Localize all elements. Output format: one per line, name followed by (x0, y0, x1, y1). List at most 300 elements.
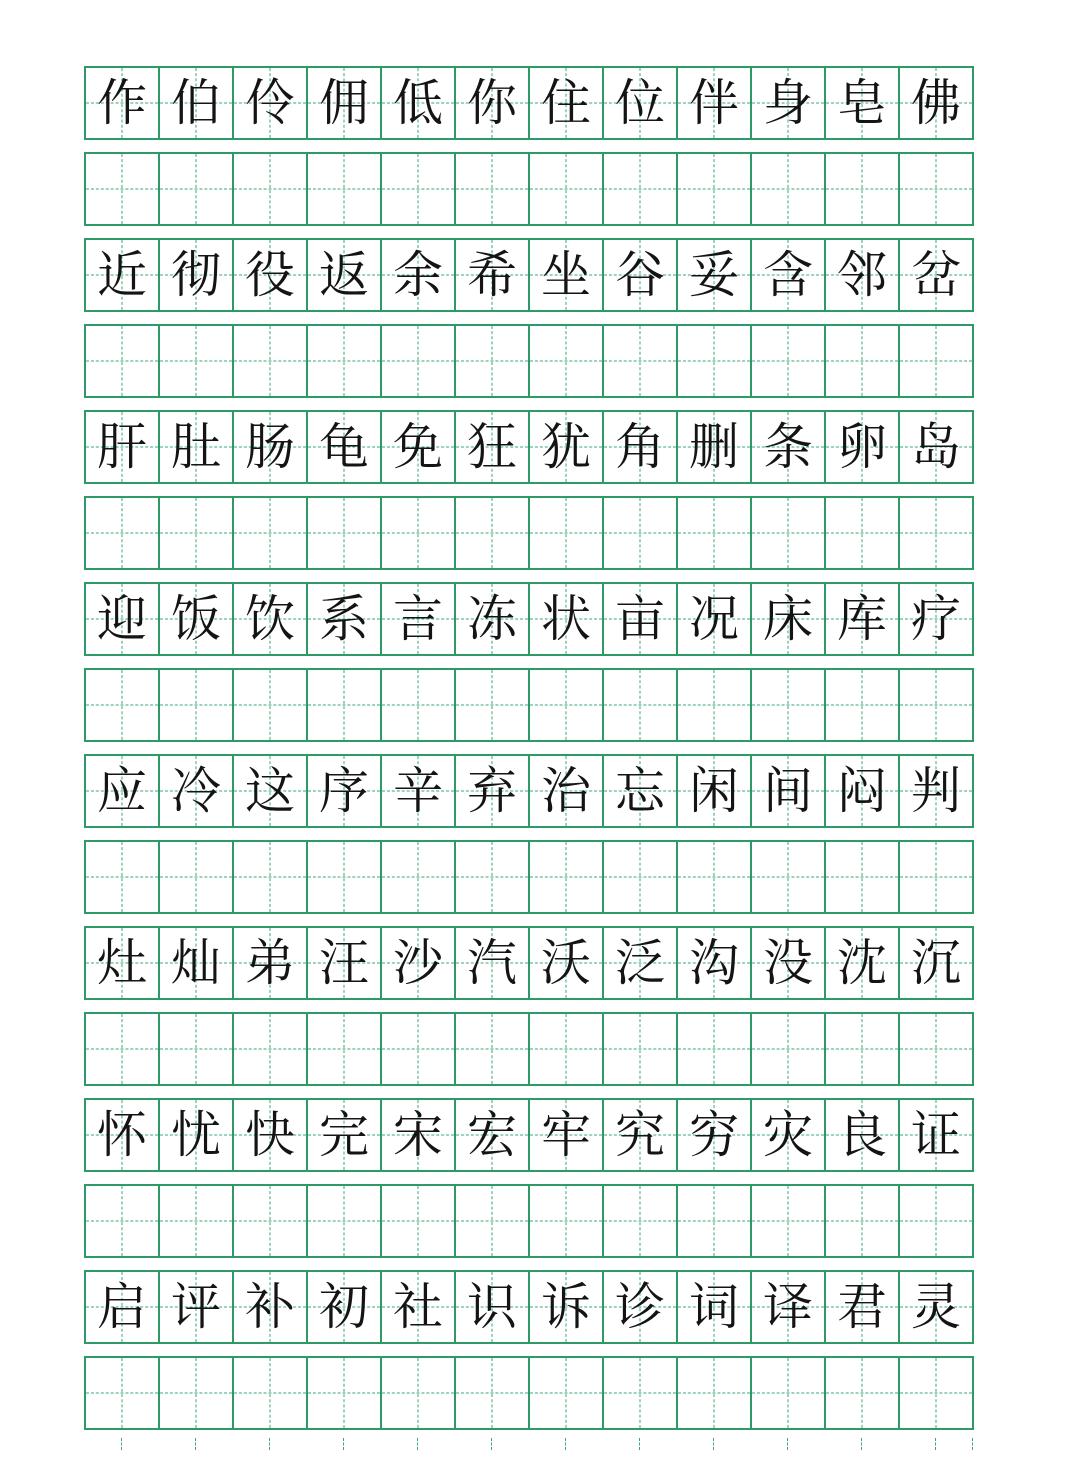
guide-tick (121, 1438, 122, 1450)
model-character: 饭 (171, 590, 221, 648)
practice-row (84, 1012, 996, 1086)
model-character: 没 (763, 934, 813, 992)
tian-grid-cell (158, 926, 234, 1000)
model-character: 皂 (837, 74, 887, 132)
tian-grid-cell (750, 410, 826, 484)
tian-grid-cell (158, 1098, 234, 1172)
practice-cell[interactable] (84, 1184, 160, 1258)
model-character: 位 (615, 74, 665, 132)
model-character: 汽 (467, 934, 517, 992)
tian-grid-cell (824, 1270, 900, 1344)
model-character: 序 (319, 762, 369, 820)
model-character: 希 (467, 246, 517, 304)
practice-row (84, 152, 996, 226)
tian-grid-cell (676, 1098, 752, 1172)
practice-cell[interactable] (158, 1012, 234, 1086)
model-character: 条 (763, 418, 813, 476)
tian-grid-cell (380, 926, 456, 1000)
model-character: 龟 (319, 418, 369, 476)
model-character: 启 (97, 1278, 147, 1336)
practice-cell[interactable] (898, 1012, 974, 1086)
tian-grid-cell (602, 238, 678, 312)
model-character: 怀 (97, 1106, 147, 1164)
practice-cell[interactable] (232, 152, 308, 226)
practice-cell[interactable] (84, 1356, 160, 1430)
practice-cell[interactable] (898, 152, 974, 226)
model-character: 灵 (911, 1278, 961, 1336)
practice-cell[interactable] (602, 1184, 678, 1258)
practice-cell[interactable] (380, 1184, 456, 1258)
tian-grid-cell (232, 926, 308, 1000)
character-row (84, 66, 996, 140)
practice-cell[interactable] (528, 496, 604, 570)
model-character: 低 (393, 74, 443, 132)
practice-cell[interactable] (232, 1356, 308, 1430)
tian-grid-cell (380, 66, 456, 140)
character-row (84, 754, 996, 828)
character-row (84, 926, 996, 1000)
practice-cell[interactable] (306, 324, 382, 398)
tian-grid-cell (824, 754, 900, 828)
model-character: 住 (541, 74, 591, 132)
practice-cell[interactable] (528, 840, 604, 914)
practice-cell[interactable] (676, 1356, 752, 1430)
tian-grid-cell (306, 926, 382, 1000)
model-character: 初 (319, 1278, 369, 1336)
practice-cell[interactable] (602, 840, 678, 914)
model-character: 泛 (615, 934, 665, 992)
model-character: 迎 (97, 590, 147, 648)
tian-grid-cell (750, 238, 826, 312)
tian-grid-cell (84, 926, 160, 1000)
guide-tick (565, 1438, 566, 1450)
tian-grid-cell (158, 410, 234, 484)
character-row (84, 238, 996, 312)
practice-cell[interactable] (898, 496, 974, 570)
character-row (84, 410, 996, 484)
practice-cell[interactable] (898, 1184, 974, 1258)
tian-grid-cell (84, 410, 160, 484)
practice-cell[interactable] (898, 668, 974, 742)
model-character: 治 (541, 762, 591, 820)
practice-cell[interactable] (84, 152, 160, 226)
tian-grid-cell (232, 582, 308, 656)
guide-tick (639, 1438, 640, 1450)
practice-cell[interactable] (380, 496, 456, 570)
practice-cell[interactable] (676, 324, 752, 398)
tian-grid-cell (158, 754, 234, 828)
model-character: 卵 (837, 418, 887, 476)
tian-grid-cell (454, 754, 530, 828)
model-character: 系 (319, 590, 369, 648)
practice-row (84, 1356, 996, 1430)
model-character: 识 (467, 1278, 517, 1336)
tian-grid-cell (898, 238, 974, 312)
model-character: 近 (97, 246, 147, 304)
tian-grid-cell (824, 66, 900, 140)
tian-grid-cell (602, 754, 678, 828)
tian-grid-cell (676, 410, 752, 484)
practice-cell[interactable] (824, 324, 900, 398)
tian-grid-cell (898, 1270, 974, 1344)
tian-grid-cell (602, 410, 678, 484)
tian-grid-cell (750, 1098, 826, 1172)
practice-cell[interactable] (232, 324, 308, 398)
model-character: 犹 (541, 418, 591, 476)
model-character: 应 (97, 762, 147, 820)
model-character: 免 (393, 418, 443, 476)
model-character: 君 (837, 1278, 887, 1336)
practice-row (84, 496, 996, 570)
practice-cell[interactable] (602, 152, 678, 226)
practice-cell[interactable] (306, 496, 382, 570)
practice-cell[interactable] (824, 1356, 900, 1430)
practice-cell[interactable] (380, 668, 456, 742)
tian-grid-cell (454, 66, 530, 140)
tian-grid-cell (824, 238, 900, 312)
tian-grid-cell (898, 1098, 974, 1172)
tian-grid-cell (454, 238, 530, 312)
tian-grid-cell (824, 410, 900, 484)
guide-tick (861, 1438, 862, 1450)
practice-cell[interactable] (306, 152, 382, 226)
model-character: 灶 (97, 934, 147, 992)
model-character: 证 (911, 1106, 961, 1164)
practice-cell[interactable] (306, 1012, 382, 1086)
practice-cell[interactable] (84, 324, 160, 398)
practice-cell[interactable] (158, 840, 234, 914)
tian-grid-cell (306, 1270, 382, 1344)
model-character: 忘 (615, 762, 665, 820)
tian-grid-cell (84, 238, 160, 312)
practice-cell[interactable] (750, 324, 826, 398)
practice-cell[interactable] (380, 324, 456, 398)
tian-grid-cell (232, 238, 308, 312)
practice-cell[interactable] (306, 668, 382, 742)
tian-grid-cell (676, 926, 752, 1000)
practice-cell[interactable] (602, 1012, 678, 1086)
tian-grid-cell (454, 1098, 530, 1172)
practice-cell[interactable] (84, 668, 160, 742)
tian-grid-cell (454, 410, 530, 484)
tian-grid-cell (750, 1270, 826, 1344)
tian-grid-cell (84, 1270, 160, 1344)
practice-cell[interactable] (454, 1184, 530, 1258)
tian-grid-cell (380, 754, 456, 828)
guide-tick (713, 1438, 714, 1450)
practice-cell[interactable] (158, 1184, 234, 1258)
model-character: 佣 (319, 74, 369, 132)
model-character: 况 (689, 590, 739, 648)
practice-cell[interactable] (306, 1356, 382, 1430)
practice-cell[interactable] (84, 1012, 160, 1086)
model-character: 诊 (615, 1278, 665, 1336)
model-character: 疗 (911, 590, 961, 648)
practice-row (84, 668, 996, 742)
tian-grid-cell (380, 1270, 456, 1344)
model-character: 役 (245, 246, 295, 304)
practice-cell[interactable] (676, 668, 752, 742)
tian-grid-cell (306, 410, 382, 484)
practice-cell[interactable] (824, 1184, 900, 1258)
practice-cell[interactable] (528, 324, 604, 398)
practice-cell[interactable] (824, 496, 900, 570)
tian-grid-cell (528, 582, 604, 656)
model-character: 你 (467, 74, 517, 132)
practice-cell[interactable] (158, 324, 234, 398)
tian-grid-cell (84, 754, 160, 828)
practice-cell[interactable] (232, 496, 308, 570)
practice-row (84, 840, 996, 914)
model-character: 良 (837, 1106, 887, 1164)
model-character: 伴 (689, 74, 739, 132)
practice-row (84, 324, 996, 398)
model-character: 沉 (911, 934, 961, 992)
practice-cell[interactable] (380, 152, 456, 226)
practice-cell[interactable] (454, 1356, 530, 1430)
practice-cell[interactable] (380, 840, 456, 914)
practice-cell[interactable] (824, 668, 900, 742)
tian-grid-cell (380, 410, 456, 484)
tian-grid-cell (602, 926, 678, 1000)
practice-cell[interactable] (750, 840, 826, 914)
tian-grid-cell (750, 754, 826, 828)
practice-cell[interactable] (528, 152, 604, 226)
practice-cell[interactable] (158, 668, 234, 742)
practice-cell[interactable] (380, 1356, 456, 1430)
tian-grid-cell (232, 754, 308, 828)
tian-grid-cell (158, 582, 234, 656)
tian-grid-cell (898, 410, 974, 484)
practice-cell[interactable] (454, 324, 530, 398)
model-character: 岔 (911, 246, 961, 304)
model-character: 库 (837, 590, 887, 648)
tian-grid-cell (528, 926, 604, 1000)
model-character: 究 (615, 1106, 665, 1164)
model-character: 身 (763, 74, 813, 132)
tian-grid-cell (676, 1270, 752, 1344)
model-character: 宋 (393, 1106, 443, 1164)
model-character: 坐 (541, 246, 591, 304)
model-character: 这 (245, 762, 295, 820)
tian-grid-cell (158, 66, 234, 140)
tian-grid-cell (750, 926, 826, 1000)
practice-cell[interactable] (676, 1184, 752, 1258)
tian-grid-cell (84, 582, 160, 656)
model-character: 狂 (467, 418, 517, 476)
practice-cell[interactable] (454, 840, 530, 914)
model-character: 谷 (615, 246, 665, 304)
practice-cell[interactable] (454, 152, 530, 226)
tian-grid-cell (602, 1270, 678, 1344)
tian-grid-cell (676, 754, 752, 828)
practice-cell[interactable] (750, 1356, 826, 1430)
practice-cell[interactable] (676, 152, 752, 226)
model-character: 亩 (615, 590, 665, 648)
tian-grid-cell (676, 238, 752, 312)
model-character: 饮 (245, 590, 295, 648)
model-character: 肠 (245, 418, 295, 476)
practice-cell[interactable] (158, 1356, 234, 1430)
practice-cell[interactable] (232, 668, 308, 742)
tian-grid-cell (232, 1270, 308, 1344)
tian-grid-cell (232, 66, 308, 140)
practice-cell[interactable] (602, 496, 678, 570)
model-character: 译 (763, 1278, 813, 1336)
tian-grid-cell (602, 1098, 678, 1172)
practice-cell[interactable] (158, 152, 234, 226)
model-character: 邻 (837, 246, 887, 304)
model-character: 状 (541, 590, 591, 648)
tian-grid-cell (380, 1098, 456, 1172)
practice-cell[interactable] (84, 496, 160, 570)
model-character: 宏 (467, 1106, 517, 1164)
practice-cell[interactable] (454, 1012, 530, 1086)
model-character: 角 (615, 418, 665, 476)
tian-grid-cell (380, 238, 456, 312)
practice-cell[interactable] (232, 1012, 308, 1086)
model-character: 闲 (689, 762, 739, 820)
tian-grid-cell (306, 66, 382, 140)
practice-cell[interactable] (528, 1184, 604, 1258)
tian-grid-cell (158, 238, 234, 312)
guide-tick (787, 1438, 788, 1450)
tian-grid-cell (232, 1098, 308, 1172)
tian-grid-cell (602, 66, 678, 140)
practice-cell[interactable] (750, 1184, 826, 1258)
practice-cell[interactable] (528, 1356, 604, 1430)
tian-grid-cell (306, 582, 382, 656)
model-character: 穷 (689, 1106, 739, 1164)
guide-tick (972, 1438, 973, 1450)
tian-grid-cell (750, 582, 826, 656)
practice-row (84, 1184, 996, 1258)
tian-grid-cell (528, 1098, 604, 1172)
tian-grid-cell (158, 1270, 234, 1344)
tian-grid-cell (676, 66, 752, 140)
practice-cell[interactable] (380, 1012, 456, 1086)
tian-grid-cell (306, 754, 382, 828)
model-character: 补 (245, 1278, 295, 1336)
practice-cell[interactable] (528, 668, 604, 742)
tian-grid-cell (528, 238, 604, 312)
model-character: 闷 (837, 762, 887, 820)
tian-grid-cell (676, 582, 752, 656)
model-character: 沙 (393, 934, 443, 992)
practice-cell[interactable] (676, 840, 752, 914)
tian-grid-cell (84, 1098, 160, 1172)
guide-tick (195, 1438, 196, 1450)
tian-grid-cell (454, 1270, 530, 1344)
practice-cell[interactable] (602, 1356, 678, 1430)
practice-cell[interactable] (454, 496, 530, 570)
model-character: 词 (689, 1278, 739, 1336)
tian-grid-cell (898, 66, 974, 140)
practice-cell[interactable] (898, 840, 974, 914)
model-character: 忧 (171, 1106, 221, 1164)
model-character: 冷 (171, 762, 221, 820)
model-character: 床 (763, 590, 813, 648)
character-row (84, 1098, 996, 1172)
practice-cell[interactable] (824, 1012, 900, 1086)
practice-cell[interactable] (676, 1012, 752, 1086)
practice-cell[interactable] (898, 1356, 974, 1430)
tian-grid-cell (602, 582, 678, 656)
practice-cell[interactable] (824, 840, 900, 914)
practice-cell[interactable] (306, 840, 382, 914)
tian-grid-cell (528, 410, 604, 484)
model-character: 评 (171, 1278, 221, 1336)
model-character: 诉 (541, 1278, 591, 1336)
practice-cell[interactable] (824, 152, 900, 226)
guide-tick (491, 1438, 492, 1450)
guide-tick (935, 1438, 936, 1450)
practice-cell[interactable] (750, 1012, 826, 1086)
tian-grid-cell (824, 926, 900, 1000)
model-character: 沟 (689, 934, 739, 992)
model-character: 肚 (171, 418, 221, 476)
model-character: 完 (319, 1106, 369, 1164)
model-character: 快 (245, 1106, 295, 1164)
guide-tick (417, 1438, 418, 1450)
tian-grid-cell (528, 754, 604, 828)
model-character: 灾 (763, 1106, 813, 1164)
practice-cell[interactable] (750, 152, 826, 226)
model-character: 妥 (689, 246, 739, 304)
model-character: 伶 (245, 74, 295, 132)
tian-grid-cell (84, 66, 160, 140)
model-character: 牢 (541, 1106, 591, 1164)
model-character: 言 (393, 590, 443, 648)
practice-cell[interactable] (750, 668, 826, 742)
practice-cell[interactable] (306, 1184, 382, 1258)
practice-cell[interactable] (528, 1012, 604, 1086)
model-character: 返 (319, 246, 369, 304)
practice-cell[interactable] (158, 496, 234, 570)
model-character: 删 (689, 418, 739, 476)
model-character: 肝 (97, 418, 147, 476)
model-character: 余 (393, 246, 443, 304)
tian-grid-cell (750, 66, 826, 140)
tian-grid-cell (824, 582, 900, 656)
model-character: 间 (763, 762, 813, 820)
model-character: 弃 (467, 762, 517, 820)
tian-grid-cell (898, 926, 974, 1000)
practice-cell[interactable] (232, 840, 308, 914)
tian-grid-cell (528, 1270, 604, 1344)
practice-cell[interactable] (898, 324, 974, 398)
practice-cell[interactable] (676, 496, 752, 570)
practice-cell[interactable] (750, 496, 826, 570)
model-character: 弟 (245, 934, 295, 992)
tian-grid-cell (824, 1098, 900, 1172)
model-character: 沃 (541, 934, 591, 992)
model-character: 冻 (467, 590, 517, 648)
model-character: 含 (763, 246, 813, 304)
practice-cell[interactable] (84, 840, 160, 914)
model-character: 灿 (171, 934, 221, 992)
model-character: 作 (97, 74, 147, 132)
character-row (84, 582, 996, 656)
practice-cell[interactable] (454, 668, 530, 742)
tian-grid-cell (454, 582, 530, 656)
practice-cell[interactable] (602, 668, 678, 742)
model-character: 佛 (911, 74, 961, 132)
model-character: 辛 (393, 762, 443, 820)
practice-cell[interactable] (232, 1184, 308, 1258)
guide-tick (343, 1438, 344, 1450)
practice-cell[interactable] (602, 324, 678, 398)
